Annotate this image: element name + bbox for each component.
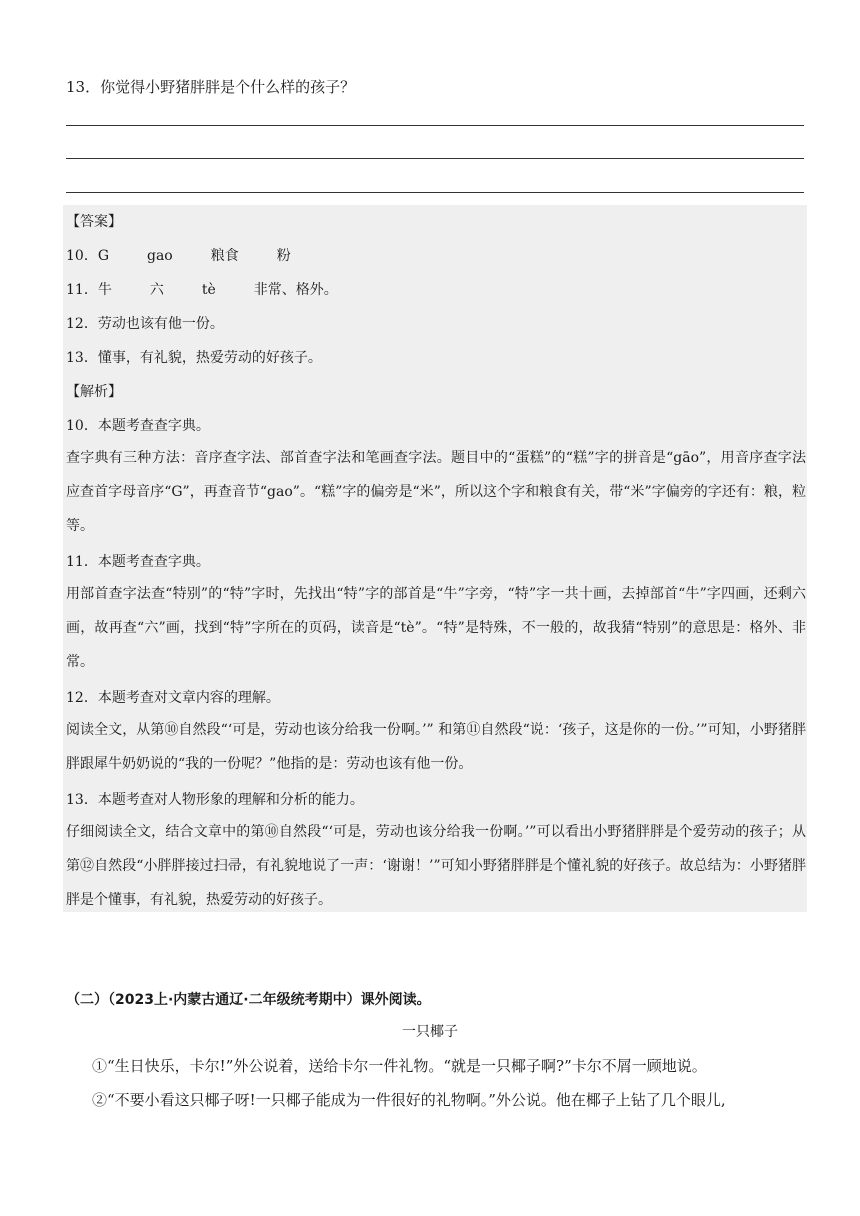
analysis-11-title: 11．本题考查查字典。	[66, 554, 210, 570]
answer-line-3	[66, 192, 804, 193]
analysis-10-body: 查字典有三种方法：音序查字法、部首查字法和笔画查字法。题目中的“蛋糕”的“糕”字的拼音是“gāo”，用音序查字法应查首字母音序“G”，再查音节“gao”。“糕”字的偏旁是“米”，所以这个字和粮食有关，带“米”字偏旁的字还有：粮，粒等。	[66, 450, 806, 534]
answer-11: 11．牛 六 tè 非常、格外。	[66, 282, 338, 298]
analysis-10-title: 10．本题考查查字典。	[66, 418, 210, 434]
analysis-13-title: 13．本题考查对人物形象的理解和分析的能力。	[66, 792, 364, 808]
analysis-header: 【解析】	[66, 384, 122, 400]
answer-line-1	[66, 125, 804, 126]
answer-13: 13．懂事，有礼貌，热爱劳动的好孩子。	[66, 350, 322, 366]
story-title: 一只椰子	[402, 1024, 458, 1040]
analysis-13-body: 仔细阅读全文，结合文章中的第⑩自然段“‘可是，劳动也该分给我一份啊。’”可以看出小野猪胖胖是个爱劳动的孩子；从第⑫自然段“小胖胖接过扫帚，有礼貌地说了一声：‘谢谢！’”可知小野猪胖胖是个懂礼貌的好孩子。故总结为：小野猪胖胖是个懂事，有礼貌，热爱劳动的好孩子。	[66, 824, 806, 908]
section-title: （二）（2023上·内蒙古通辽·二年级统考期中）课外阅读。	[66, 992, 431, 1008]
answer-line-2	[66, 158, 804, 159]
story-paragraph-2: ②“不要小看这只椰子呀!一只椰子能成为一件很好的礼物啊。”外公说。他在椰子上钻了几个眼儿,	[92, 1091, 726, 1109]
question-13: 13．你觉得小野猪胖胖是个什么样的孩子？	[66, 78, 356, 96]
analysis-12-title: 12．本题考查对文章内容的理解。	[66, 690, 280, 706]
answer-12: 12．劳动也该有他一份。	[66, 316, 224, 332]
answer-10: 10．G gao 粮食 粉	[66, 248, 291, 264]
story-paragraph-1: ①“生日快乐，卡尔!”外公说着，送给卡尔一件礼物。“就是一只椰子啊?”卡尔不屑一顾地说。	[92, 1057, 707, 1075]
analysis-12-body: 阅读全文，从第⑩自然段“‘可是，劳动也该分给我一份啊。’” 和第⑪自然段“说：‘孩子，这是你的一份。’”可知，小野猪胖胖跟犀牛奶奶说的“我的一份呢？”他指的是：劳动也该有他一份。	[66, 722, 806, 772]
analysis-11-body: 用部首查字法查“特别”的“特”字时，先找出“特”字的部首是“牛”字旁，“特”字一共十画，去掉部首“牛”字四画，还剩六画，故再查“六”画，找到“特”字所在的页码，读音是“tè”。“特”是特殊，不一般的，故我猜“特别”的意思是：格外、非常。	[66, 586, 806, 670]
answer-header: 【答案】	[66, 214, 122, 230]
